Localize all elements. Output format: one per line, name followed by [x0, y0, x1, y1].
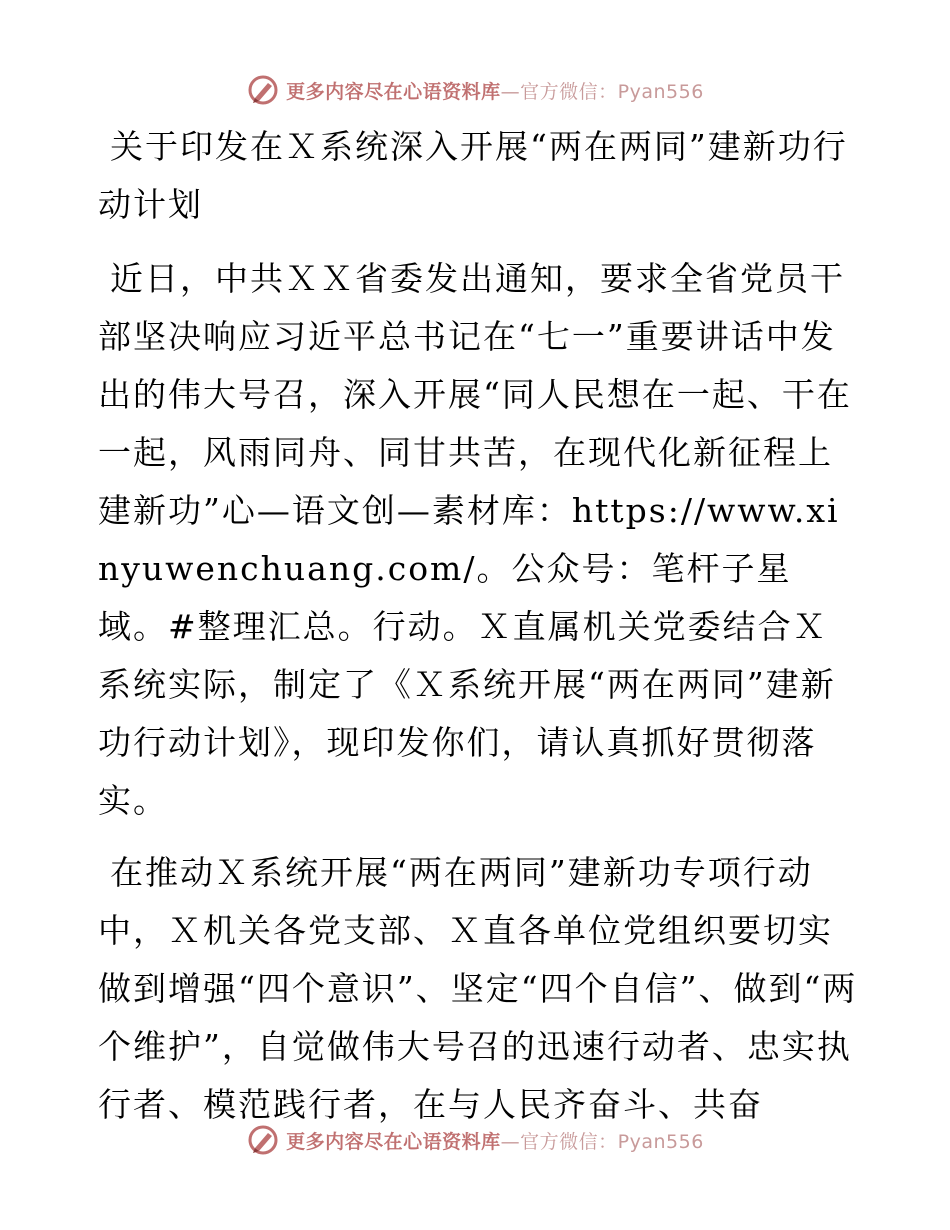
header-watermark: [0, 70, 950, 110]
paragraph: [98, 250, 858, 830]
watermark-text: [286, 1127, 704, 1154]
document-title-text: 关于印发在Ｘ系统深入开展“两在两同”建新功行动计划: [98, 127, 848, 224]
document-body: [98, 118, 858, 1148]
paragraph: [98, 844, 858, 1134]
paragraph-text: 在推动Ｘ系统开展“两在两同”建新功专项行动中，Ｘ机关各党支部、Ｘ直各单位党组织要切实做到增强“四个意识”、坚定“四个自信”、做到“两个维护”，自觉做伟大号召的迅速行动者、忠实执行者、模范践行者，在与人民齐奋斗、共奋: [98, 853, 858, 1124]
footer-watermark: [0, 1120, 950, 1160]
document-title: [98, 118, 858, 234]
watermark-text: [286, 77, 704, 104]
pen-logo-icon: [246, 1123, 280, 1157]
paragraph-text: 近日，中共ＸＸ省委发出通知，要求全省党员干部坚决响应习近平总书记在“七一”重要讲话中发出的伟大号召，深入开展“同人民想在一起、干在一起，风雨同舟、同甘共苦，在现代化新征程上建新功”心—语文创—素材库：https://www.xinyuwenchuang.com/。公众号：笔杆子星域。#整理汇总。行动。Ｘ直属机关党委结合Ｘ系统实际，制定了《Ｘ系统开展“两在两同”建新功行动计划》，现印发你们，请认真抓好贯彻落实。: [98, 259, 852, 820]
watermark-contact: 官方微信：Pyan556: [520, 1130, 704, 1153]
watermark-separator: —: [500, 80, 521, 103]
watermark-brand: 更多内容尽在心语资料库: [286, 80, 501, 103]
watermark-separator: —: [500, 1130, 521, 1153]
watermark-contact: 官方微信：Pyan556: [520, 80, 704, 103]
pen-logo-icon: [246, 73, 280, 107]
watermark-brand: 更多内容尽在心语资料库: [286, 1130, 501, 1153]
